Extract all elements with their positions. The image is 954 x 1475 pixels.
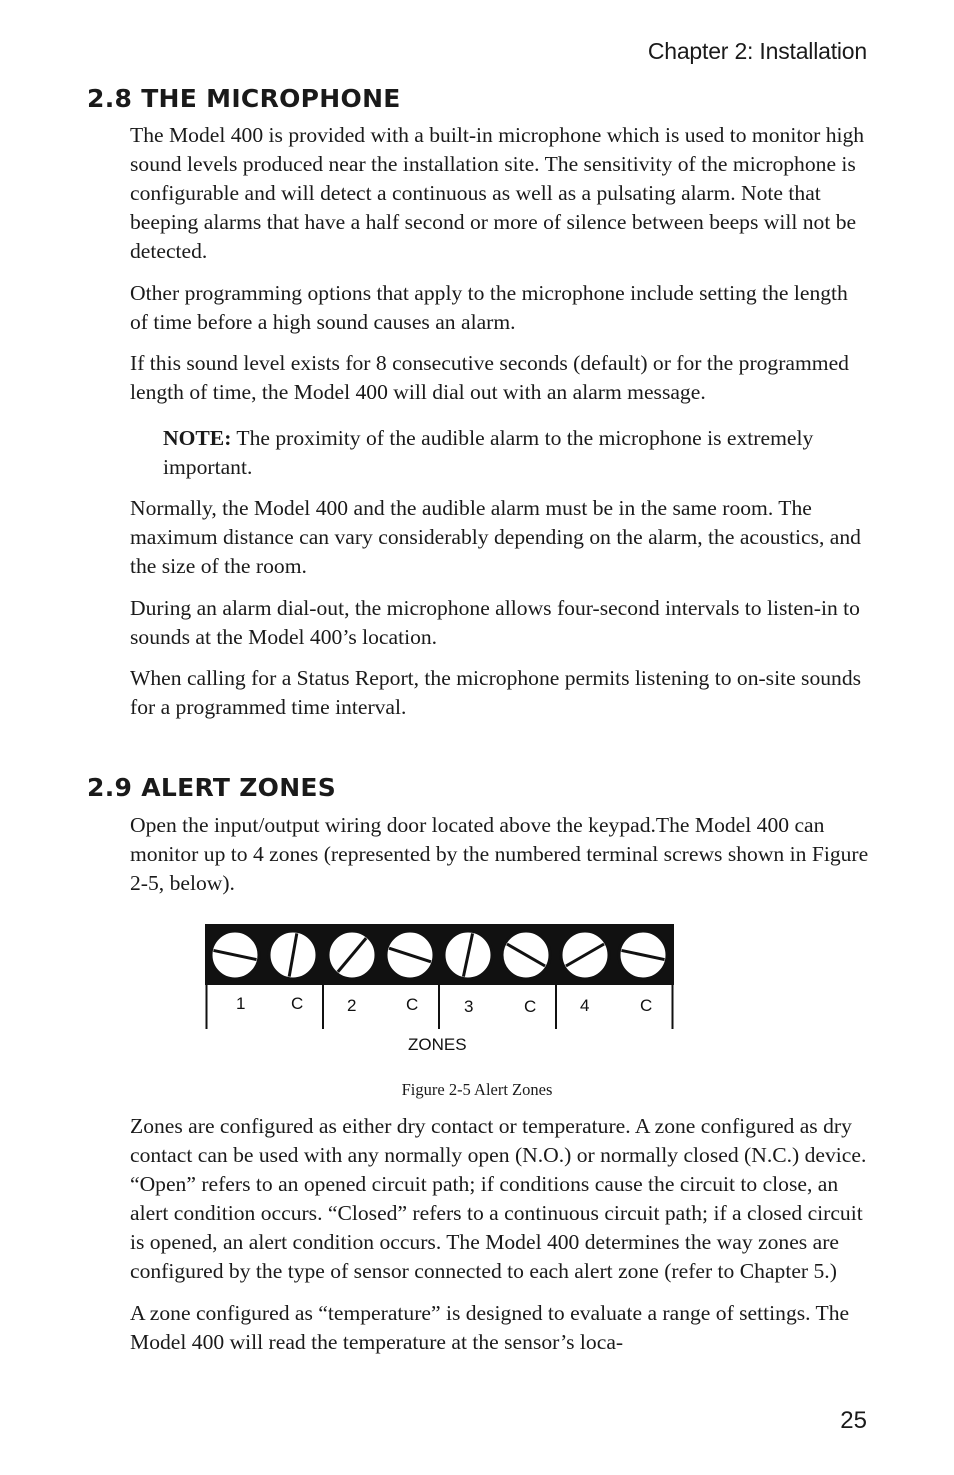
section-body-alert-zones — [130, 1112, 870, 1369]
paragraph: Normally, the Model 400 and the audible alarm must be in the same room. The maximum distance can vary considerably depending on the alarm, the acoustics, and the size of the room. — [130, 496, 861, 578]
section-heading-microphone: 2.8 THE MICROPHONE — [87, 84, 401, 113]
alert-zones-figure — [205, 924, 675, 1059]
paragraph: Other programming options that apply to the microphone include setting the length of time before a high sound causes an alarm. — [130, 280, 848, 334]
paragraph: Zones are configured as either dry contact or temperature. A zone configured as dry contact can be used with any normally open (N.O.) or normally closed (N.C.) device. “Open” refers to an opened circuit path; if conditions cause the circuit to close, an alert condition occurs. “Closed” refers to a continuous circuit path; if a closed circuit is opened, an alert condition occurs. The Model 400 determines the way zones are configured by the type of sensor connected to each alert zone (refer to Chapter 5.) — [130, 1114, 867, 1283]
terminal-label: 2 — [347, 996, 357, 1015]
terminal-label: 1 — [236, 994, 246, 1013]
section-intro-alert-zones — [130, 811, 870, 911]
note — [163, 424, 870, 482]
terminal-block-diagram — [205, 924, 675, 1059]
paragraph: The Model 400 is provided with a built-in microphone which is used to monitor high sound levels produced near the installation site. The sensitivity of the microphone is configurable and will detect a continuous as well as a pulsating alarm. Note that beeping alarms that have a half second or more of silence between beeps will not be detected. — [130, 123, 865, 263]
terminal-label: C — [524, 997, 537, 1016]
running-head: Chapter 2: Installation — [647, 38, 867, 64]
terminal-label: C — [291, 994, 304, 1013]
terminal-label: 3 — [464, 997, 474, 1016]
terminal-label: C — [406, 995, 419, 1014]
note-text: The proximity of the audible alarm to the microphone is extremely important. — [163, 426, 814, 479]
section-body-microphone — [130, 121, 870, 735]
note-label: NOTE: — [163, 426, 232, 450]
terminal-label: C — [640, 996, 653, 1015]
section-heading-alert-zones: 2.9 ALERT ZONES — [87, 773, 337, 802]
paragraph: Open the input/output wiring door located above the keypad.The Model 400 can monitor up to 4 zones (represented by the numbered terminal screws shown in Figure 2-5, below). — [130, 813, 869, 895]
page-number: 25 — [840, 1407, 867, 1434]
paragraph: During an alarm dial-out, the microphone allows four-second intervals to listen-in to sounds at the Model 400’s location. — [130, 595, 860, 649]
paragraph: A zone configured as “temperature” is designed to evaluate a range of settings. The Model 400 will read the temperature at the sensor’s loca- — [130, 1300, 850, 1354]
terminal-label: 4 — [580, 996, 590, 1015]
paragraph: If this sound level exists for 8 consecutive seconds (default) or for the programmed length of time, the Model 400 will dial out with an alarm message. — [130, 351, 849, 404]
paragraph: When calling for a Status Report, the microphone permits listening to on-site sounds for a programmed time interval. — [130, 666, 862, 719]
figure-caption: Figure 2-5 Alert Zones — [401, 1080, 553, 1099]
zones-label: ZONES — [408, 1035, 467, 1054]
